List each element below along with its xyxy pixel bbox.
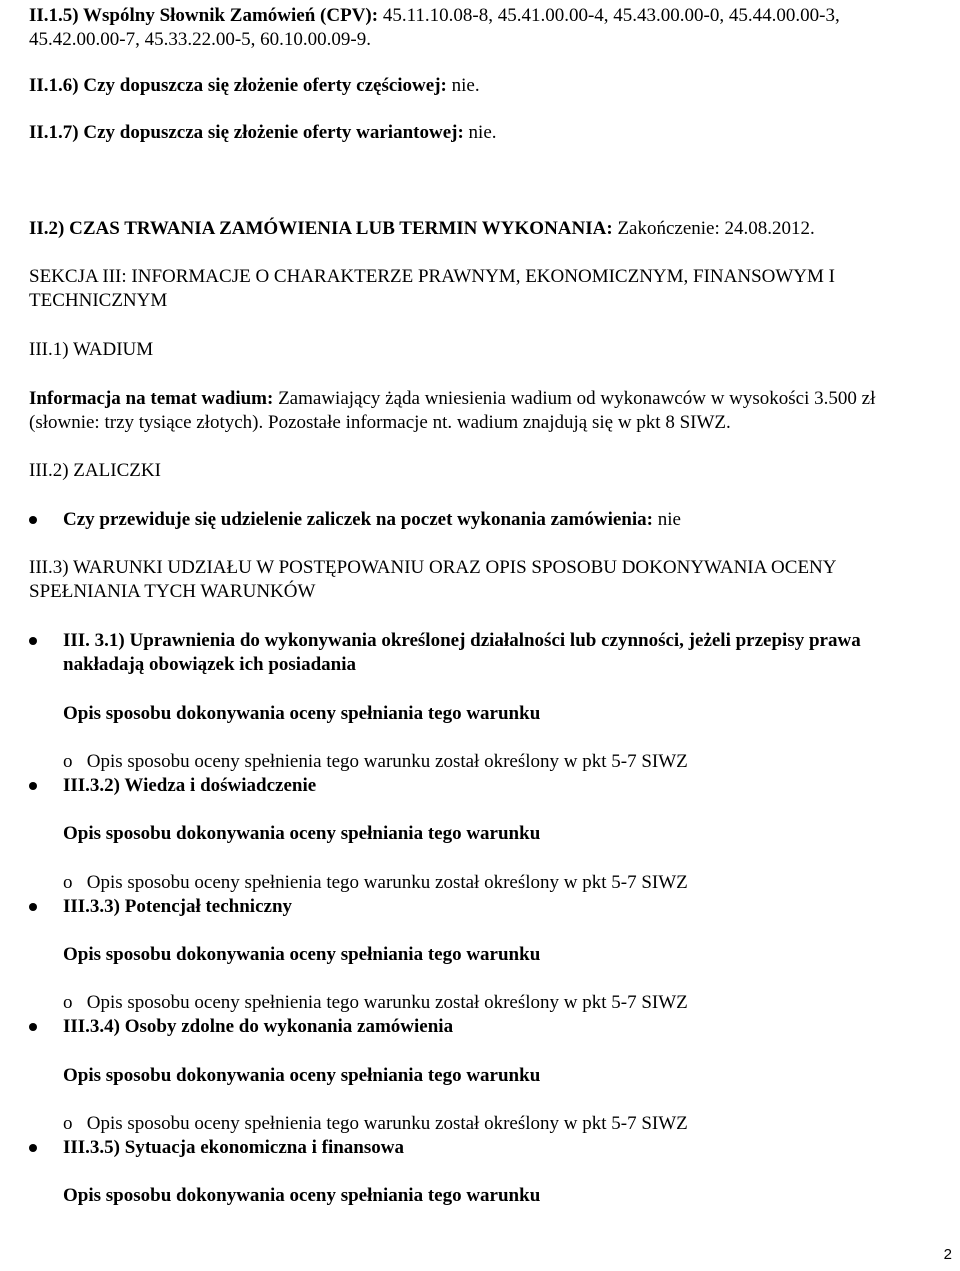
warunek-2-method-heading: Opis sposobu dokonywania oceny spełniania tego warunku xyxy=(63,823,541,844)
partial-offer-label: II.1.6) Czy dopuszcza się złożenie oferty częściowej: xyxy=(29,75,447,96)
variant-offer-label: II.1.7) Czy dopuszcza się złożenie oferty wariantowej: xyxy=(29,122,464,143)
cpv-line-2 xyxy=(29,28,371,52)
cpv-codes-2: 45.42.00.00-7, 45.33.22.00-5, 60.10.00.09-9. xyxy=(29,29,371,50)
partial-offer-line xyxy=(29,74,480,98)
wadium-heading: III.1) WADIUM xyxy=(29,339,154,360)
warunek-5-title: III.3.5) Sytuacja ekonomiczna i finansowa xyxy=(63,1137,404,1158)
wadium-info-line-2: (słownie: trzy tysiące złotych). Pozostałe informacje nt. wadium znajdują się w pkt 8 SIWZ. xyxy=(29,412,731,433)
warunek-2-title: III.3.2) Wiedza i doświadczenie xyxy=(63,775,317,796)
page-number: 2 xyxy=(943,1246,952,1263)
warunki-heading-2: SPEŁNIANIA TYCH WARUNKÓW xyxy=(29,581,316,602)
warunek-2-method-item xyxy=(63,871,688,895)
bullet-dot xyxy=(29,637,37,645)
warunek-3-method-item xyxy=(63,991,688,1015)
bullet-dot xyxy=(29,1023,37,1031)
wadium-info-label: Informacja na temat wadium: xyxy=(29,388,274,409)
warunki-heading-1: III.3) WARUNKI UDZIAŁU W POSTĘPOWANIU ORAZ OPIS SPOSOBU DOKONYWANIA OCENY xyxy=(29,557,837,578)
zaliczki-question-label: Czy przewiduje się udzielenie zaliczek na poczet wykonania zamówienia: xyxy=(63,509,653,530)
zaliczki-question-value: nie xyxy=(652,509,681,530)
bullet-dot xyxy=(29,903,37,911)
circle-bullet: o xyxy=(63,1113,73,1134)
duration-line xyxy=(29,217,815,241)
warunek-1-method-item xyxy=(63,750,688,774)
warunek-3-method-heading: Opis sposobu dokonywania oceny spełniania tego warunku xyxy=(63,944,541,965)
warunek-1-title-1: III. 3.1) Uprawnienia do wykonywania określonej działalności lub czynności, jeżeli przepisy prawa xyxy=(63,630,861,651)
circle-bullet: o xyxy=(63,992,73,1013)
variant-offer-line xyxy=(29,121,497,145)
cpv-label: II.1.5) Wspólny Słownik Zamówień (CPV): xyxy=(29,5,379,26)
warunek-3-title: III.3.3) Potencjał techniczny xyxy=(63,896,293,917)
zaliczki-heading: III.2) ZALICZKI xyxy=(29,460,161,481)
warunek-4-method-item xyxy=(63,1112,688,1136)
warunek-3-method-text: Opis sposobu oceny spełnienia tego warunku został określony w pkt 5-7 SIWZ xyxy=(86,992,688,1013)
warunek-1-title-2: nakładają obowiązek ich posiadania xyxy=(63,654,356,675)
cpv-codes-1: 45.11.10.08-8, 45.41.00.00-4, 45.43.00.00-0, 45.44.00.00-3, xyxy=(378,5,840,26)
warunek-2-method-text: Opis sposobu oceny spełnienia tego warunku został określony w pkt 5-7 SIWZ xyxy=(86,872,688,893)
circle-bullet: o xyxy=(63,751,73,772)
zaliczki-question xyxy=(63,508,681,532)
duration-value: Zakończenie: 24.08.2012. xyxy=(612,218,815,239)
circle-bullet: o xyxy=(63,872,73,893)
wadium-info-line-1 xyxy=(29,387,875,411)
warunek-1-method-heading: Opis sposobu dokonywania oceny spełniania tego warunku xyxy=(63,703,541,724)
warunek-4-method-heading: Opis sposobu dokonywania oceny spełniania tego warunku xyxy=(63,1065,541,1086)
section3-title-2: TECHNICZNYM xyxy=(29,290,168,311)
wadium-info-text: Zamawiający żąda wniesienia wadium od wykonawców w wysokości 3.500 zł xyxy=(273,388,876,409)
variant-offer-value: nie. xyxy=(463,122,497,143)
bullet-dot xyxy=(29,1144,37,1152)
warunek-1-method-text: Opis sposobu oceny spełnienia tego warunku został określony w pkt 5-7 SIWZ xyxy=(86,751,688,772)
bullet-dot xyxy=(29,516,37,524)
warunek-4-method-text: Opis sposobu oceny spełnienia tego warunku został określony w pkt 5-7 SIWZ xyxy=(86,1113,688,1134)
warunek-5-method-heading: Opis sposobu dokonywania oceny spełniania tego warunku xyxy=(63,1185,541,1206)
partial-offer-value: nie. xyxy=(446,75,480,96)
warunek-4-title: III.3.4) Osoby zdolne do wykonania zamówienia xyxy=(63,1016,454,1037)
duration-label: II.2) CZAS TRWANIA ZAMÓWIENIA LUB TERMIN WYKONANIA: xyxy=(29,218,613,239)
section3-title-1: SEKCJA III: INFORMACJE O CHARAKTERZE PRAWNYM, EKONOMICZNYM, FINANSOWYM I xyxy=(29,266,835,287)
cpv-line-1 xyxy=(29,4,840,28)
bullet-dot xyxy=(29,782,37,790)
